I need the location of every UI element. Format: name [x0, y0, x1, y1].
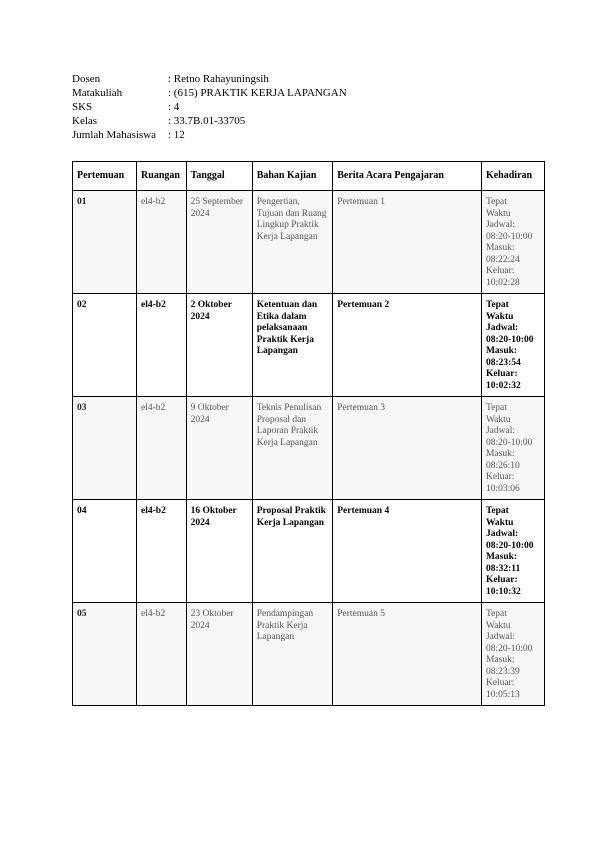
cell-tanggal: 9 Oktober 2024 [186, 397, 252, 500]
kehadiran-line: Masuk: [485, 449, 515, 459]
kehadiran-line: 08:20-10:00 [485, 334, 534, 345]
kehadiran-line: Waktu [485, 620, 511, 631]
cell-berita-acara: Pertemuan 4 [333, 500, 482, 603]
kehadiran-line: 10:10:32 [485, 586, 521, 597]
info-label: Jumlah Mahasiswa [72, 129, 157, 141]
cell-tanggal: 23 Oktober 2024 [186, 603, 252, 706]
cell-bahan-kajian: Pengertian, Tujuan dan Ruang Lingkup Praktik Kerja Lapangan [252, 191, 333, 294]
info-value: : 4 [168, 101, 180, 113]
kehadiran-line: 08:20-10:00 [485, 540, 534, 551]
cell-bahan-kajian: Pendampingan Praktik Kerja Lapangan [252, 603, 333, 706]
kehadiran-line: 08:26:10 [485, 460, 520, 471]
kehadiran-line: 08:20-10:00 [485, 231, 533, 242]
cell-berita-acara: Pertemuan 3 [333, 397, 482, 500]
kehadiran-line: Keluar: [485, 369, 518, 379]
kehadiran-line: Masuk: [485, 552, 518, 562]
table-row [73, 603, 545, 706]
header-berita-acara: Berita Acara Pengajaran [333, 162, 482, 191]
table-row [73, 294, 545, 397]
cell-pertemuan: 03 [73, 397, 137, 500]
kehadiran-line: Waktu [485, 414, 511, 425]
info-row-jumlah-mahasiswa [72, 128, 347, 142]
info-value: : Retno Rahayuningsih [168, 73, 269, 85]
cell-bahan-kajian: Ketentuan dan Etika dalam pelaksanaan Praktik Kerja Lapangan [252, 294, 333, 397]
cell-kehadiran [481, 603, 544, 706]
cell-pertemuan: 05 [73, 603, 137, 706]
info-value: : 12 [168, 129, 185, 141]
cell-ruangan: el4-b2 [137, 603, 187, 706]
kehadiran-line: Tepat [485, 197, 507, 207]
kehadiran-line: Tepat [485, 403, 507, 413]
kehadiran-line: 08:23:54 [485, 357, 521, 368]
attendance-table [72, 161, 545, 706]
kehadiran-line: Keluar: [485, 575, 518, 585]
kehadiran-line: 10:02:32 [485, 380, 521, 391]
cell-kehadiran [481, 191, 544, 294]
kehadiran-line: Tepat [485, 300, 509, 310]
cell-bahan-kajian: Proposal Praktik Kerja Lapangan [252, 500, 333, 603]
kehadiran-line: Jadwal: [485, 632, 515, 642]
cell-ruangan: el4-b2 [137, 397, 187, 500]
kehadiran-line: Masuk: [485, 655, 515, 665]
kehadiran-line: Keluar: [485, 472, 515, 482]
kehadiran-line: Tepat [485, 609, 507, 619]
table-row [73, 500, 545, 603]
cell-pertemuan: 02 [73, 294, 137, 397]
header-kehadiran: Kehadiran [481, 162, 544, 191]
cell-ruangan: el4-b2 [137, 191, 187, 294]
info-row-matakuliah [72, 86, 347, 100]
header-pertemuan: Pertemuan [73, 162, 137, 191]
info-row-dosen [72, 72, 347, 86]
kehadiran-line: 10:05:13 [485, 689, 520, 700]
kehadiran-line: Keluar: [485, 266, 515, 276]
cell-tanggal: 25 September 2024 [186, 191, 252, 294]
info-value: : (615) PRAKTIK KERJA LAPANGAN [168, 87, 347, 99]
kehadiran-line: Jadwal: [485, 426, 515, 436]
cell-berita-acara: Pertemuan 2 [333, 294, 482, 397]
info-row-sks [72, 100, 347, 114]
cell-pertemuan: 01 [73, 191, 137, 294]
kehadiran-line: Jadwal: [485, 323, 519, 333]
kehadiran-line: 10:02:28 [485, 277, 520, 288]
cell-pertemuan: 04 [73, 500, 137, 603]
cell-ruangan: el4-b2 [137, 294, 187, 397]
cell-kehadiran [481, 294, 544, 397]
kehadiran-line: 08:20-10:00 [485, 643, 533, 654]
cell-bahan-kajian: Teknis Penulisan Proposal dan Laporan Praktik Kerja Lapangan [252, 397, 333, 500]
header-ruangan: Ruangan [137, 162, 187, 191]
kehadiran-line: 08:23:39 [485, 666, 520, 677]
kehadiran-line: 08:22:24 [485, 254, 520, 265]
kehadiran-line: Masuk: [485, 243, 515, 253]
cell-kehadiran [481, 397, 544, 500]
kehadiran-line: Keluar: [485, 678, 515, 688]
table-row [73, 397, 545, 500]
course-info [72, 72, 347, 142]
kehadiran-line: Waktu [485, 517, 514, 528]
info-label: SKS [72, 101, 93, 113]
kehadiran-line: 10:03:06 [485, 483, 520, 494]
kehadiran-line: Tepat [485, 506, 509, 516]
info-label: Dosen [72, 73, 101, 85]
kehadiran-line: 08:20-10:00 [485, 437, 533, 448]
cell-berita-acara: Pertemuan 1 [333, 191, 482, 294]
kehadiran-line: 08:32:11 [485, 563, 521, 574]
header-tanggal: Tanggal [186, 162, 252, 191]
table-row [73, 191, 545, 294]
info-label: Matakuliah [72, 87, 123, 99]
kehadiran-line: Waktu [485, 208, 511, 219]
table-header-row [73, 162, 545, 191]
info-row-kelas [72, 114, 347, 128]
cell-tanggal: 16 Oktober 2024 [186, 500, 252, 603]
cell-ruangan: el4-b2 [137, 500, 187, 603]
kehadiran-line: Waktu [485, 311, 514, 322]
info-value: : 33.7B.01-33705 [168, 115, 246, 127]
cell-tanggal: 2 Oktober 2024 [186, 294, 252, 397]
kehadiran-line: Jadwal: [485, 529, 519, 539]
info-label: Kelas [72, 115, 98, 127]
header-bahan-kajian: Bahan Kajian [252, 162, 333, 191]
cell-berita-acara: Pertemuan 5 [333, 603, 482, 706]
cell-kehadiran [481, 500, 544, 603]
kehadiran-line: Jadwal: [485, 220, 515, 230]
kehadiran-line: Masuk: [485, 346, 518, 356]
